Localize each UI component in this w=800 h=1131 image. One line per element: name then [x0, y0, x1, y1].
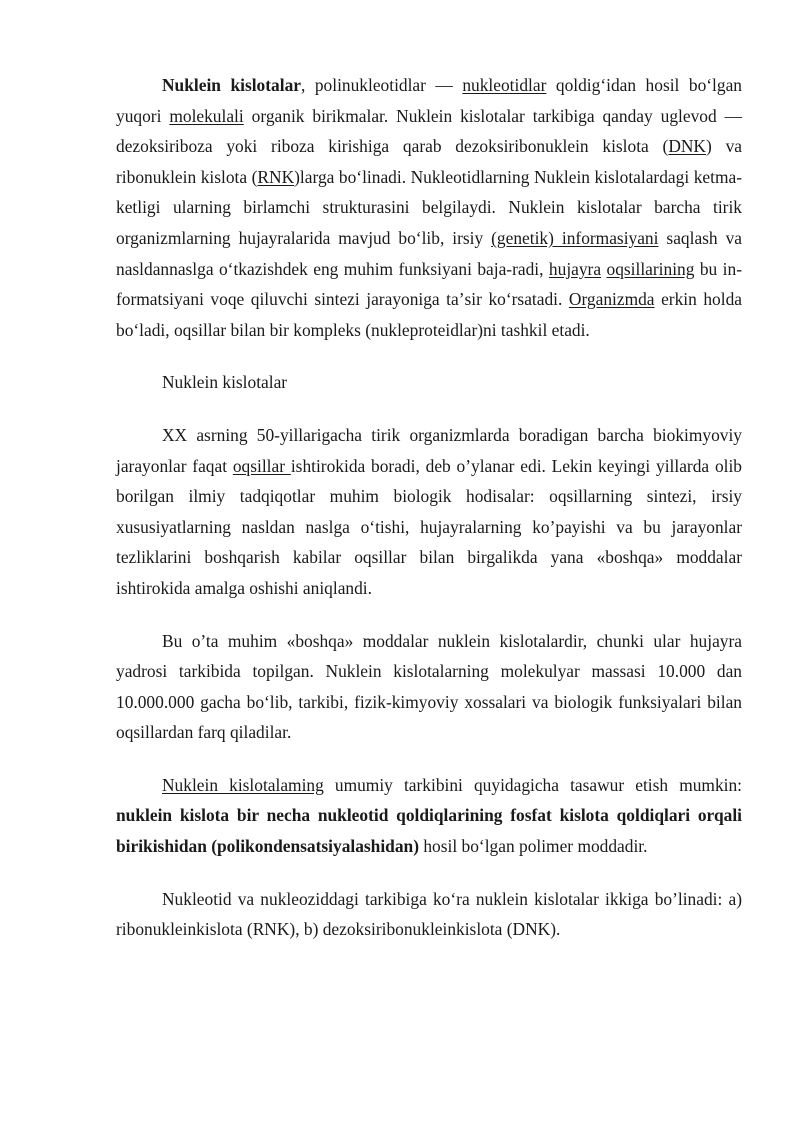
paragraph-history: XX asrning 50-yillarigacha tirik organizmlarda boradigan barcha biokimyoviy jarayonlar faqat oqsillar ishtirokida boradi, deb o’ylanar edi. Lekin keyingi yillarda olib borilgan ilmiy tadqiqotlar muhim biologik hodisalar: oqsillarning sintezi, irsiy xususiyatlarning nasldan naslga oʻtishi, hujayralarning ko’payishi va bu jarayonlar tezliklarini boshqarish kabilar oqsillar bilan birgalikda yana «boshqa» moddalar ishtirokida amalga oshishi aniqlandi.	[116, 424, 742, 598]
section-heading: Nuklein kislotalar	[162, 372, 288, 393]
link-oqsillarining[interactable]: oqsillarining	[606, 258, 695, 279]
link-molekulali[interactable]: molekulali	[169, 105, 244, 126]
paragraph-intro: Nuklein kislotalar, polinukleotidlar — nukleotidlar qoldigʻidan hosil boʻlgan yuqori molekulali organik birikmalar. Nuklein kislotalar tarkibiga qanday uglevod — dezoksiriboza yoki riboza kirishiga qarab dezoksiribonuklein kislota (DNK) va ribonuklein kislota (RNK)larga boʻlinadi. Nukleotidlarning Nuklein kislotalardagi ketma-ketligi ularning birlamchi strukturasini belgilaydi. Nuklein kislotalar barcha tirik organizmlarning hujayralarida mavjud boʻlib, irsiy (genetik) informasiyani saqlash va nasldannaslga oʻtkazishdek eng muhim funksiyani baja-radi, hujayra oqsillarining bu in-formatsiyani voqe qiluvchi sintezi jarayoniga taʼsir koʻrsatadi. Organizmda erkin holda boʻladi, oqsillar bilan bir kompleks (nukleproteidlar)ni tashkil etadi.	[116, 75, 743, 340]
link-genetik-informasiyani[interactable]: (genetik) informasiyani	[491, 227, 659, 248]
link-hujayra[interactable]: hujayra	[548, 258, 602, 279]
paragraph-classification: Nukleotid va nukleoziddagi tarkibiga koʻra nuklein kislotalar ikkiga bo’linadi: a) ribonukleinkislota (RNK), b) dezoksiribonukleinkislota (DNK).	[116, 888, 742, 940]
term-nuklein-kislotalar: Nuklein kislotalar	[162, 75, 301, 95]
paragraph-boshqa-moddalar: Bu o’ta muhim «boshqa» moddalar nuklein kislotalardir, chunki ular hujayra yadrosi tarkibida topilgan. Nuklein kislotalarning molekulyar massasi 10.000 dan 10.000.000 gacha boʻlib, tarkibi, fizik-kimyoviy xossalari va biologik funksiyalari bilan oqsillardan farq qiladilar.	[116, 630, 742, 743]
link-rnk[interactable]: RNK	[257, 166, 295, 187]
link-nuklein-kislotalaming[interactable]: Nuklein kislotalaming	[162, 774, 324, 795]
paragraph-composition: Nuklein kislotalaming umumiy tarkibini quyidagicha tasawur etish mumkin: nuklein kislota bir necha nukleotid qoldiqlarining fosfat kislota qoldiqlari orqali birikishidan (polikondensatsiyalashidan) hosil boʻlgan polimer moddadir.	[116, 774, 742, 857]
link-organizmda[interactable]: Organizmda	[568, 289, 655, 310]
link-oqsillar[interactable]: oqsillar	[232, 455, 291, 476]
definition-bold: nuklein kislota bir necha nukleotid qoldiqlarining fosfat kislota qoldiqlari orqali birikishidan (polikondensatsiyalashidan)	[116, 805, 742, 857]
link-nukleotidlar[interactable]: nukleotidlar	[462, 75, 547, 95]
document-page	[116, 70, 742, 945]
link-dnk[interactable]: DNK	[668, 136, 706, 157]
